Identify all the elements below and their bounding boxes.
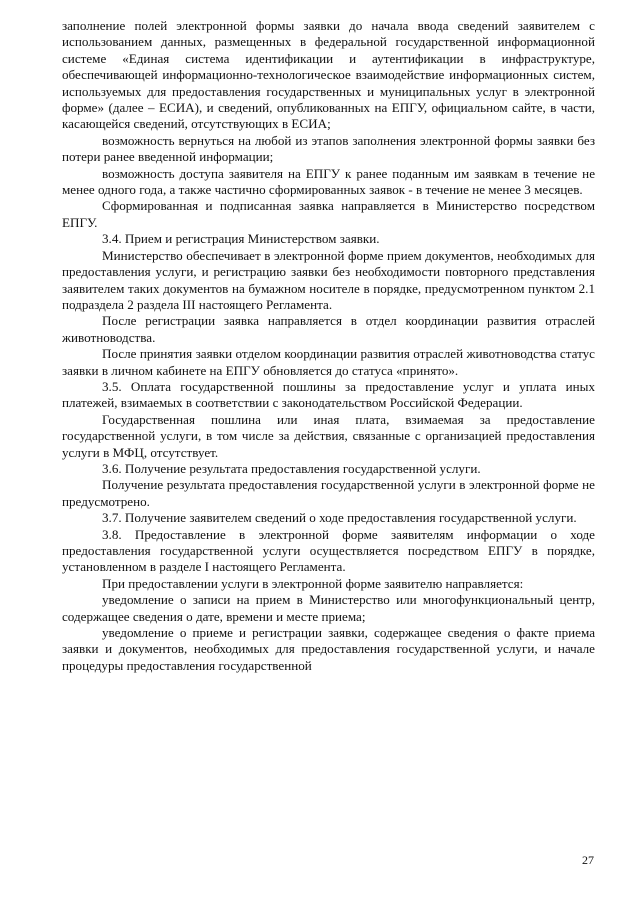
section-heading-3-5: 3.5. Оплата государственной пошлины за предоставление услуг и уплата иных платежей, взимаемых в соответствии с законодательством Российской Федерации.	[62, 378, 595, 411]
paragraph-ministry-acceptance: Министерство обеспечивает в электронной форме прием документов, необходимых для предоставления услуги, и регистрацию заявки без необходимости повторного представления заявителем таких документов на бумажном носителе в порядке, предусмотренном пунктом 2.1 подраздела 2 раздела III настоящего Регламента.	[62, 247, 595, 312]
paragraph-status-update: После принятия заявки отделом координации развития отраслей животноводства статус заявки в личном кабинете на ЕПГУ обновляется до статуса «принято».	[62, 346, 595, 378]
section-heading-3-8: 3.8. Предоставление в электронной форме заявителям информации о ходе предоставления государственной услуги осуществляется посредством ЕПГУ в порядке, установленном в разделе I настоящего Регламента.	[62, 526, 595, 575]
page-number: 27	[582, 853, 594, 867]
paragraph-after-registration: После регистрации заявка направляется в отдел координации развития отраслей животноводства.	[62, 313, 595, 345]
paragraph-submission-to-ministry: Сформированная и подписанная заявка направляется в Министерство посредством ЕПГУ.	[62, 198, 595, 230]
paragraph-notifications-intro: При предоставлении услуги в электронной форме заявителю направляется:	[102, 575, 524, 591]
list-item-receipt-notice: уведомление о приеме и регистрации заявки, содержащее сведения о факте приема заявки и документов, необходимых для предоставления государственной услуги, и начале процедуры предоставления государственной	[62, 625, 595, 673]
section-heading-3-7: 3.7. Получение заявителем сведений о ходе предоставления государственной услуги.	[102, 510, 577, 526]
document-page	[62, 18, 595, 674]
paragraph-result-not-provided: Получение результата предоставления государственной услуги в электронной форме не предусмотрено.	[62, 477, 595, 509]
paragraph-esia-prefill: заполнение полей электронной формы заявки до начала ввода сведений заявителем с использованием данных, размещенных в федеральной государственной информационной системе «Единая система идентификации и аутентификации в инфраструктуре, обеспечивающей информационно-технологическое взаимодействие информационных систем, используемых для предоставления государственных и муниципальных услуг в электронной форме» (далее – ЕСИА), и сведений, опубликованных на ЕПГУ, официальном сайте, в части, касающейся сведений, отсутствующих в ЕСИА;	[62, 18, 595, 132]
paragraph-return-to-step: возможность вернуться на любой из этапов заполнения электронной формы заявки без потери ранее введенной информации;	[62, 132, 595, 165]
section-heading-3-4: 3.4. Прием и регистрация Министерством заявки.	[102, 231, 380, 247]
paragraph-access-previous-requests: возможность доступа заявителя на ЕПГУ к ранее поданным им заявкам в течение не менее одного года, а также частично сформированных заявок - в течение не менее 3 месяцев.	[62, 165, 595, 198]
list-item-appointment-notice: уведомление о записи на прием в Министерство или многофункциональный центр, содержащее сведения о дате, времени и месте приема;	[62, 592, 595, 624]
paragraph-state-fee: Государственная пошлина или иная плата, взимаемая за предоставление государственной услуги, в том числе за действия, связанные с организацией предоставления услуги в МФЦ, отсутствует.	[62, 411, 595, 460]
section-heading-3-6: 3.6. Получение результата предоставления государственной услуги.	[102, 460, 481, 476]
